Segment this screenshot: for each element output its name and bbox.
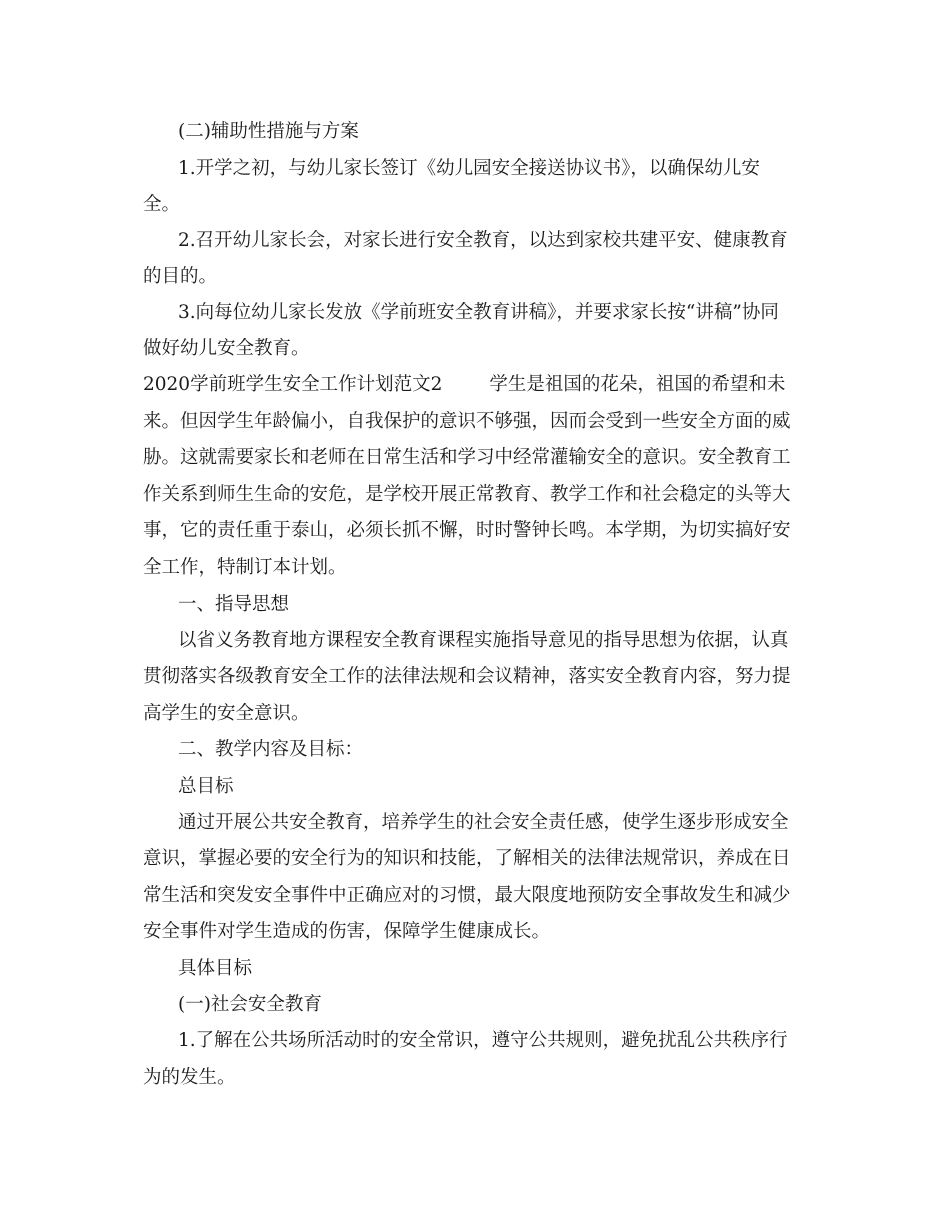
paragraph-line: 1.了解在公共场所活动时的安全常识，遵守公共规则，避免扰乱公共秩序行 (178, 1030, 788, 1051)
paragraph-line: 通过开展公共安全教育，培养学生的社会安全责任感，使学生逐步形成安全 (178, 812, 789, 833)
section-heading: 二、教学内容及目标： (178, 739, 364, 760)
section-heading: 一、指导思想 (178, 594, 290, 615)
paragraph-line: 安全事件对学生造成的伤害，保障学生健康成长。 (143, 921, 551, 942)
paragraph-line: 为的发生。 (143, 1067, 236, 1088)
paragraph-line: 的目的。 (143, 266, 218, 287)
subsection-heading: 总目标 (178, 776, 234, 797)
section-heading: (二)辅助性措施与方案 (178, 121, 359, 142)
subsection-heading: 具体目标 (178, 958, 253, 979)
paragraph-line: 高学生的安全意识。 (143, 703, 310, 724)
paragraph-line: 常生活和突发安全事件中正确应对的习惯，最大限度地预防安全事故发生和减少 (143, 885, 791, 906)
paragraph-line: 2.召开幼儿家长会，对家长进行安全教育，以达到家校共建平安、健康教育 (178, 230, 788, 251)
paragraph-line: 全。 (143, 194, 181, 215)
paragraph-line: 全工作，特制订本计划。 (143, 557, 347, 578)
paragraph-line: 胁。这就需要家长和老师在日常生活和学习中经常灌输安全的意识。安全教育工 (143, 447, 791, 468)
section-heading: (一)社会安全教育 (178, 994, 322, 1015)
paragraph-line: 以省义务教育地方课程安全教育课程实施指导意见的指导思想为依据，认真 (178, 630, 789, 651)
paragraph-line: 意识，掌握必要的安全行为的知识和技能，了解相关的法律法规常识，养成在日 (143, 848, 791, 869)
paragraph-line: 3.向每位幼儿家长发放《学前班安全教育讲稿》，并要求家长按“讲稿”协同 (178, 302, 779, 323)
paragraph-line: 做好幼儿安全教育。 (143, 338, 310, 359)
paragraph-line: 贯彻落实各级教育安全工作的法律法规和会议精神，落实安全教育内容，努力提 (143, 666, 791, 687)
paragraph-line: 作关系到师生生命的安危，是学校开展正常教育、教学工作和社会稳定的头等大 (143, 484, 791, 505)
document-title-line: 2020学前班学生安全工作计划范文2 学生是祖国的花朵，祖国的希望和未 (143, 374, 786, 395)
paragraph-line: 事，它的责任重于泰山，必须长抓不懈，时时警钟长鸣。本学期，为切实搞好安 (143, 520, 791, 541)
paragraph-line: 来。但因学生年龄偏小，自我保护的意识不够强，因而会受到一些安全方面的威 (143, 411, 791, 432)
paragraph-line: 1.开学之初，与幼儿家长签订《幼儿园安全接送协议书》，以确保幼儿安 (178, 158, 760, 179)
